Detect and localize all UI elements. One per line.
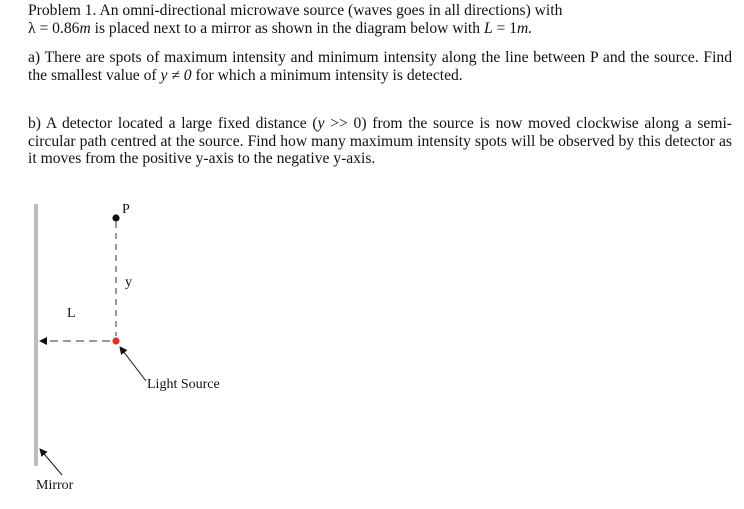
mirror-pointer-arrow	[40, 449, 62, 475]
label-p: P	[122, 202, 130, 217]
label-light-source: Light Source	[147, 377, 220, 392]
mirror	[34, 204, 38, 466]
part-b-mid: >> 0) from the source is now moved clockwise along a semi-circular path centred at the source. Find how many maximum intensity spots will be observed by this detector as it moves from the positive y-axis to the negative y-axis.	[28, 115, 732, 167]
point-p	[112, 214, 119, 221]
light-source-dot	[112, 337, 119, 344]
problem-line-1: Problem 1. An omni-directional microwave source (waves goes in all directions) with	[28, 2, 563, 19]
l-unit: m.	[517, 19, 533, 37]
problem-line-2-mid: is placed next to a mirror as shown in the diagram below with	[90, 19, 484, 37]
part-a-end: for which a minimum intensity is detected.	[191, 66, 463, 84]
label-l: L	[67, 306, 76, 321]
part-a-var: y ≠ 0	[160, 66, 192, 84]
label-y: y	[125, 275, 132, 290]
wavelength-value: λ = 0.86	[28, 19, 80, 37]
part-b-var: y	[317, 115, 325, 132]
source-pointer-arrow	[120, 347, 146, 381]
label-mirror: Mirror	[36, 478, 74, 493]
l-equals: = 1	[492, 19, 518, 37]
var-l: L	[483, 19, 493, 37]
part-b-start: b) A detector located a large fixed distance (	[28, 115, 318, 132]
part-a-start: a) There are spots of maximum intensity and minimum intensity along the line between P and the source. Find the smallest value of	[28, 49, 732, 84]
wavelength-unit: m	[79, 19, 91, 37]
